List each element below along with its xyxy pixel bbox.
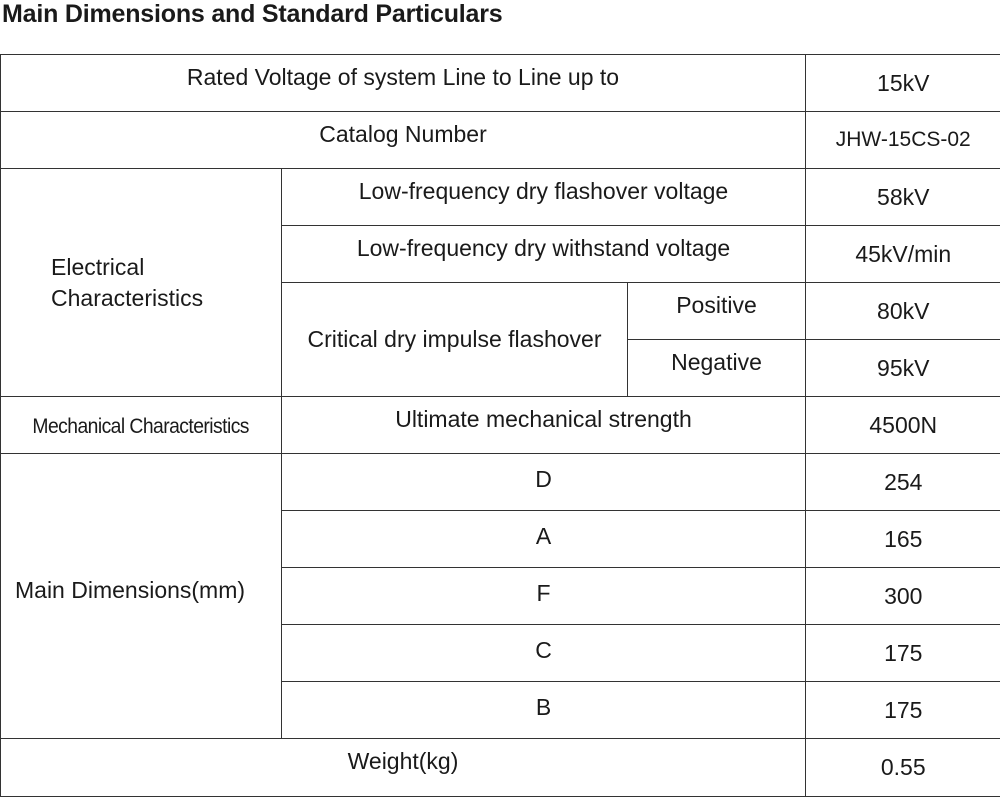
flashover-voltage-value: 58kV	[806, 169, 1000, 226]
dimension-value: 165	[806, 511, 1000, 568]
weight-value: 0.55	[806, 739, 1000, 797]
dimension-value: 175	[806, 682, 1000, 739]
impulse-positive-label: Positive	[628, 283, 806, 340]
electrical-characteristics-label: Electrical Characteristics	[1, 169, 282, 397]
rated-voltage-label: Rated Voltage of system Line to Line up to	[1, 55, 806, 112]
dimension-label: B	[282, 682, 806, 739]
dimension-value: 175	[806, 625, 1000, 682]
dimension-label: A	[282, 511, 806, 568]
dimension-label: F	[282, 568, 806, 625]
impulse-flashover-label: Critical dry impulse flashover	[282, 283, 628, 397]
withstand-voltage-label: Low-frequency dry withstand voltage	[282, 226, 806, 283]
table-row	[1, 112, 1000, 169]
mechanical-characteristics-label: Mechanical Characteristics	[1, 397, 282, 454]
rated-voltage-value: 15kV	[806, 55, 1000, 112]
mechanical-strength-label: Ultimate mechanical strength	[282, 397, 806, 454]
dimension-label: D	[282, 454, 806, 511]
impulse-negative-value: 95kV	[806, 340, 1000, 397]
withstand-voltage-value: 45kV/min	[806, 226, 1000, 283]
table-row	[1, 739, 1000, 797]
impulse-negative-label: Negative	[628, 340, 806, 397]
table-row	[1, 397, 1000, 454]
catalog-number-value: JHW-15CS-02	[806, 112, 1000, 169]
table-row	[1, 55, 1000, 112]
dimension-value: 300	[806, 568, 1000, 625]
document-title: Main Dimensions and Standard Particulars	[2, 0, 503, 28]
dimension-value: 254	[806, 454, 1000, 511]
specifications-table	[0, 54, 1000, 797]
catalog-number-label: Catalog Number	[1, 112, 806, 169]
flashover-voltage-label: Low-frequency dry flashover voltage	[282, 169, 806, 226]
impulse-positive-value: 80kV	[806, 283, 1000, 340]
weight-label: Weight(kg)	[1, 739, 806, 797]
main-dimensions-label: Main Dimensions(mm)	[1, 454, 282, 739]
table-row	[1, 169, 1000, 226]
dimension-label: C	[282, 625, 806, 682]
table-row	[1, 454, 1000, 511]
mechanical-strength-value: 4500N	[806, 397, 1000, 454]
